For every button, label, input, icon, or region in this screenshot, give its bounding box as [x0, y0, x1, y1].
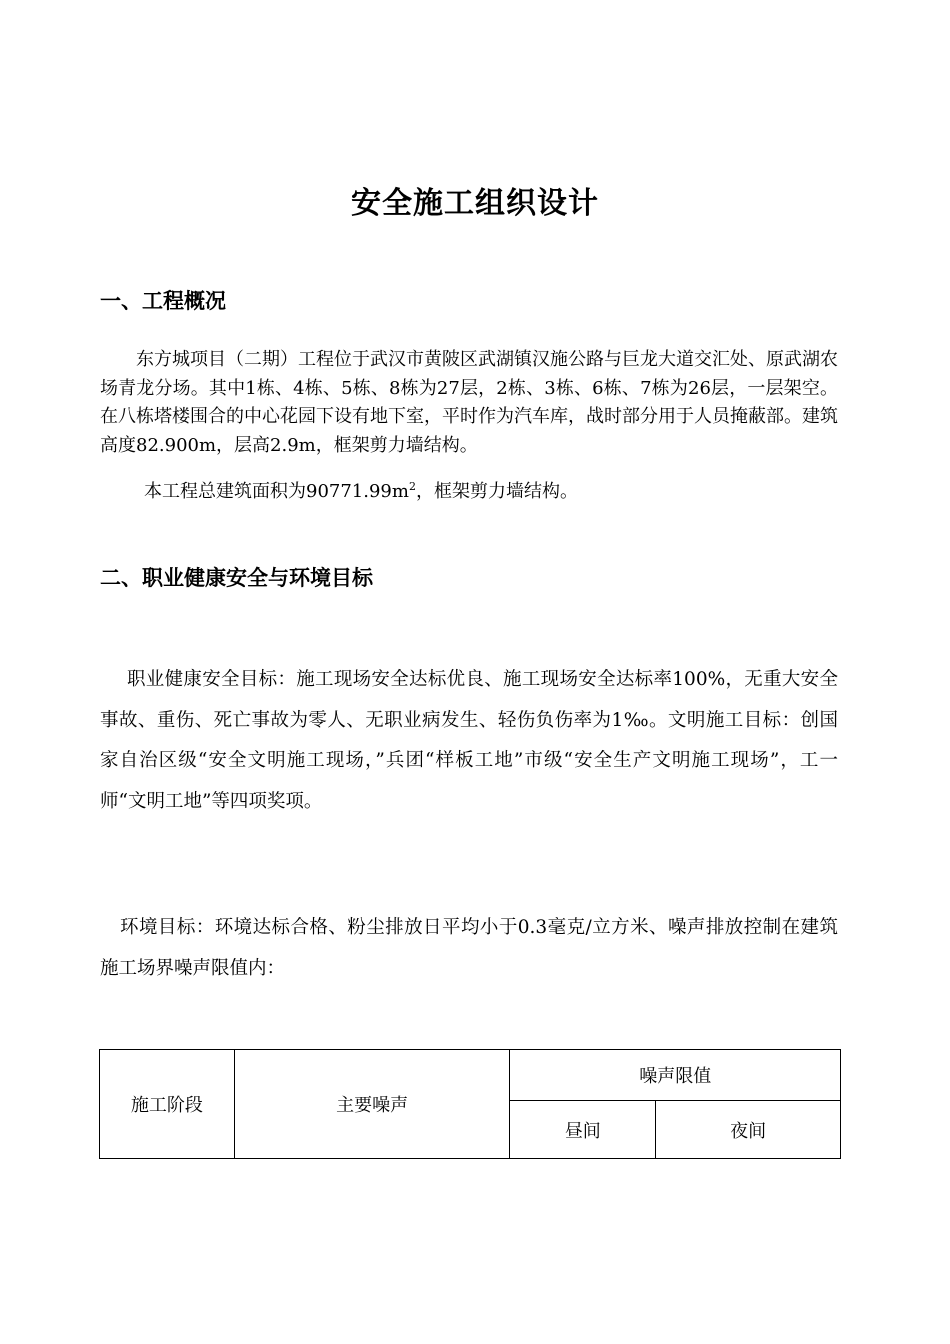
total-area-paragraph — [100, 478, 838, 506]
noise-limit-table — [99, 1049, 841, 1159]
ohs-goal-paragraph: 职业健康安全目标：施工现场安全达标优良、施工现场安全达标率100%，无重大安全事故、重伤、死亡事故为零人、无职业病发生、轻伤负伤率为1‰。文明施工目标：创国家自治区级“安全文明施工现场，”兵团“样板工地”市级“安全生产文明施工现场”，工一师“文明工地”等四项奖项。 — [100, 669, 838, 812]
overview-paragraph: 东方城项目（二期）工程位于武汉市黄陂区武湖镇汉施公路与巨龙大道交汇处、原武湖农场青龙分场。其中1栋、4栋、5栋、8栋为27层，2栋、3栋、6栋、7栋为26层，一层架空。在八栋塔楼围合的中心花园下设有地下室，平时作为汽车库，战时部分用于人员掩蔽部。建筑高度82.900m，层高2.9m，框架剪力墙结构。 — [100, 349, 838, 456]
header-nighttime: 夜间 — [656, 1101, 841, 1159]
document-title: 安全施工组织设计 — [351, 186, 599, 221]
header-construction-stage: 施工阶段 — [100, 1050, 235, 1159]
header-noise-limit: 噪声限值 — [510, 1050, 841, 1101]
section-heading-goals: 二、职业健康安全与环境目标 — [100, 566, 373, 590]
environment-goal-paragraph: 环境目标：环境达标合格、粉尘排放日平均小于0.3毫克/立方米、噪声排放控制在建筑施工场界噪声限值内： — [100, 917, 838, 979]
total-area-text: 本工程总建筑面积为90771.99m — [144, 481, 409, 502]
header-main-noise: 主要噪声 — [234, 1050, 510, 1159]
table-header-row — [100, 1050, 841, 1101]
area-unit-superscript: 2 — [408, 480, 416, 493]
section-heading-overview: 一、工程概况 — [100, 289, 226, 313]
header-daytime: 昼间 — [510, 1101, 656, 1159]
structure-text: ，框架剪力墙结构。 — [415, 481, 578, 502]
